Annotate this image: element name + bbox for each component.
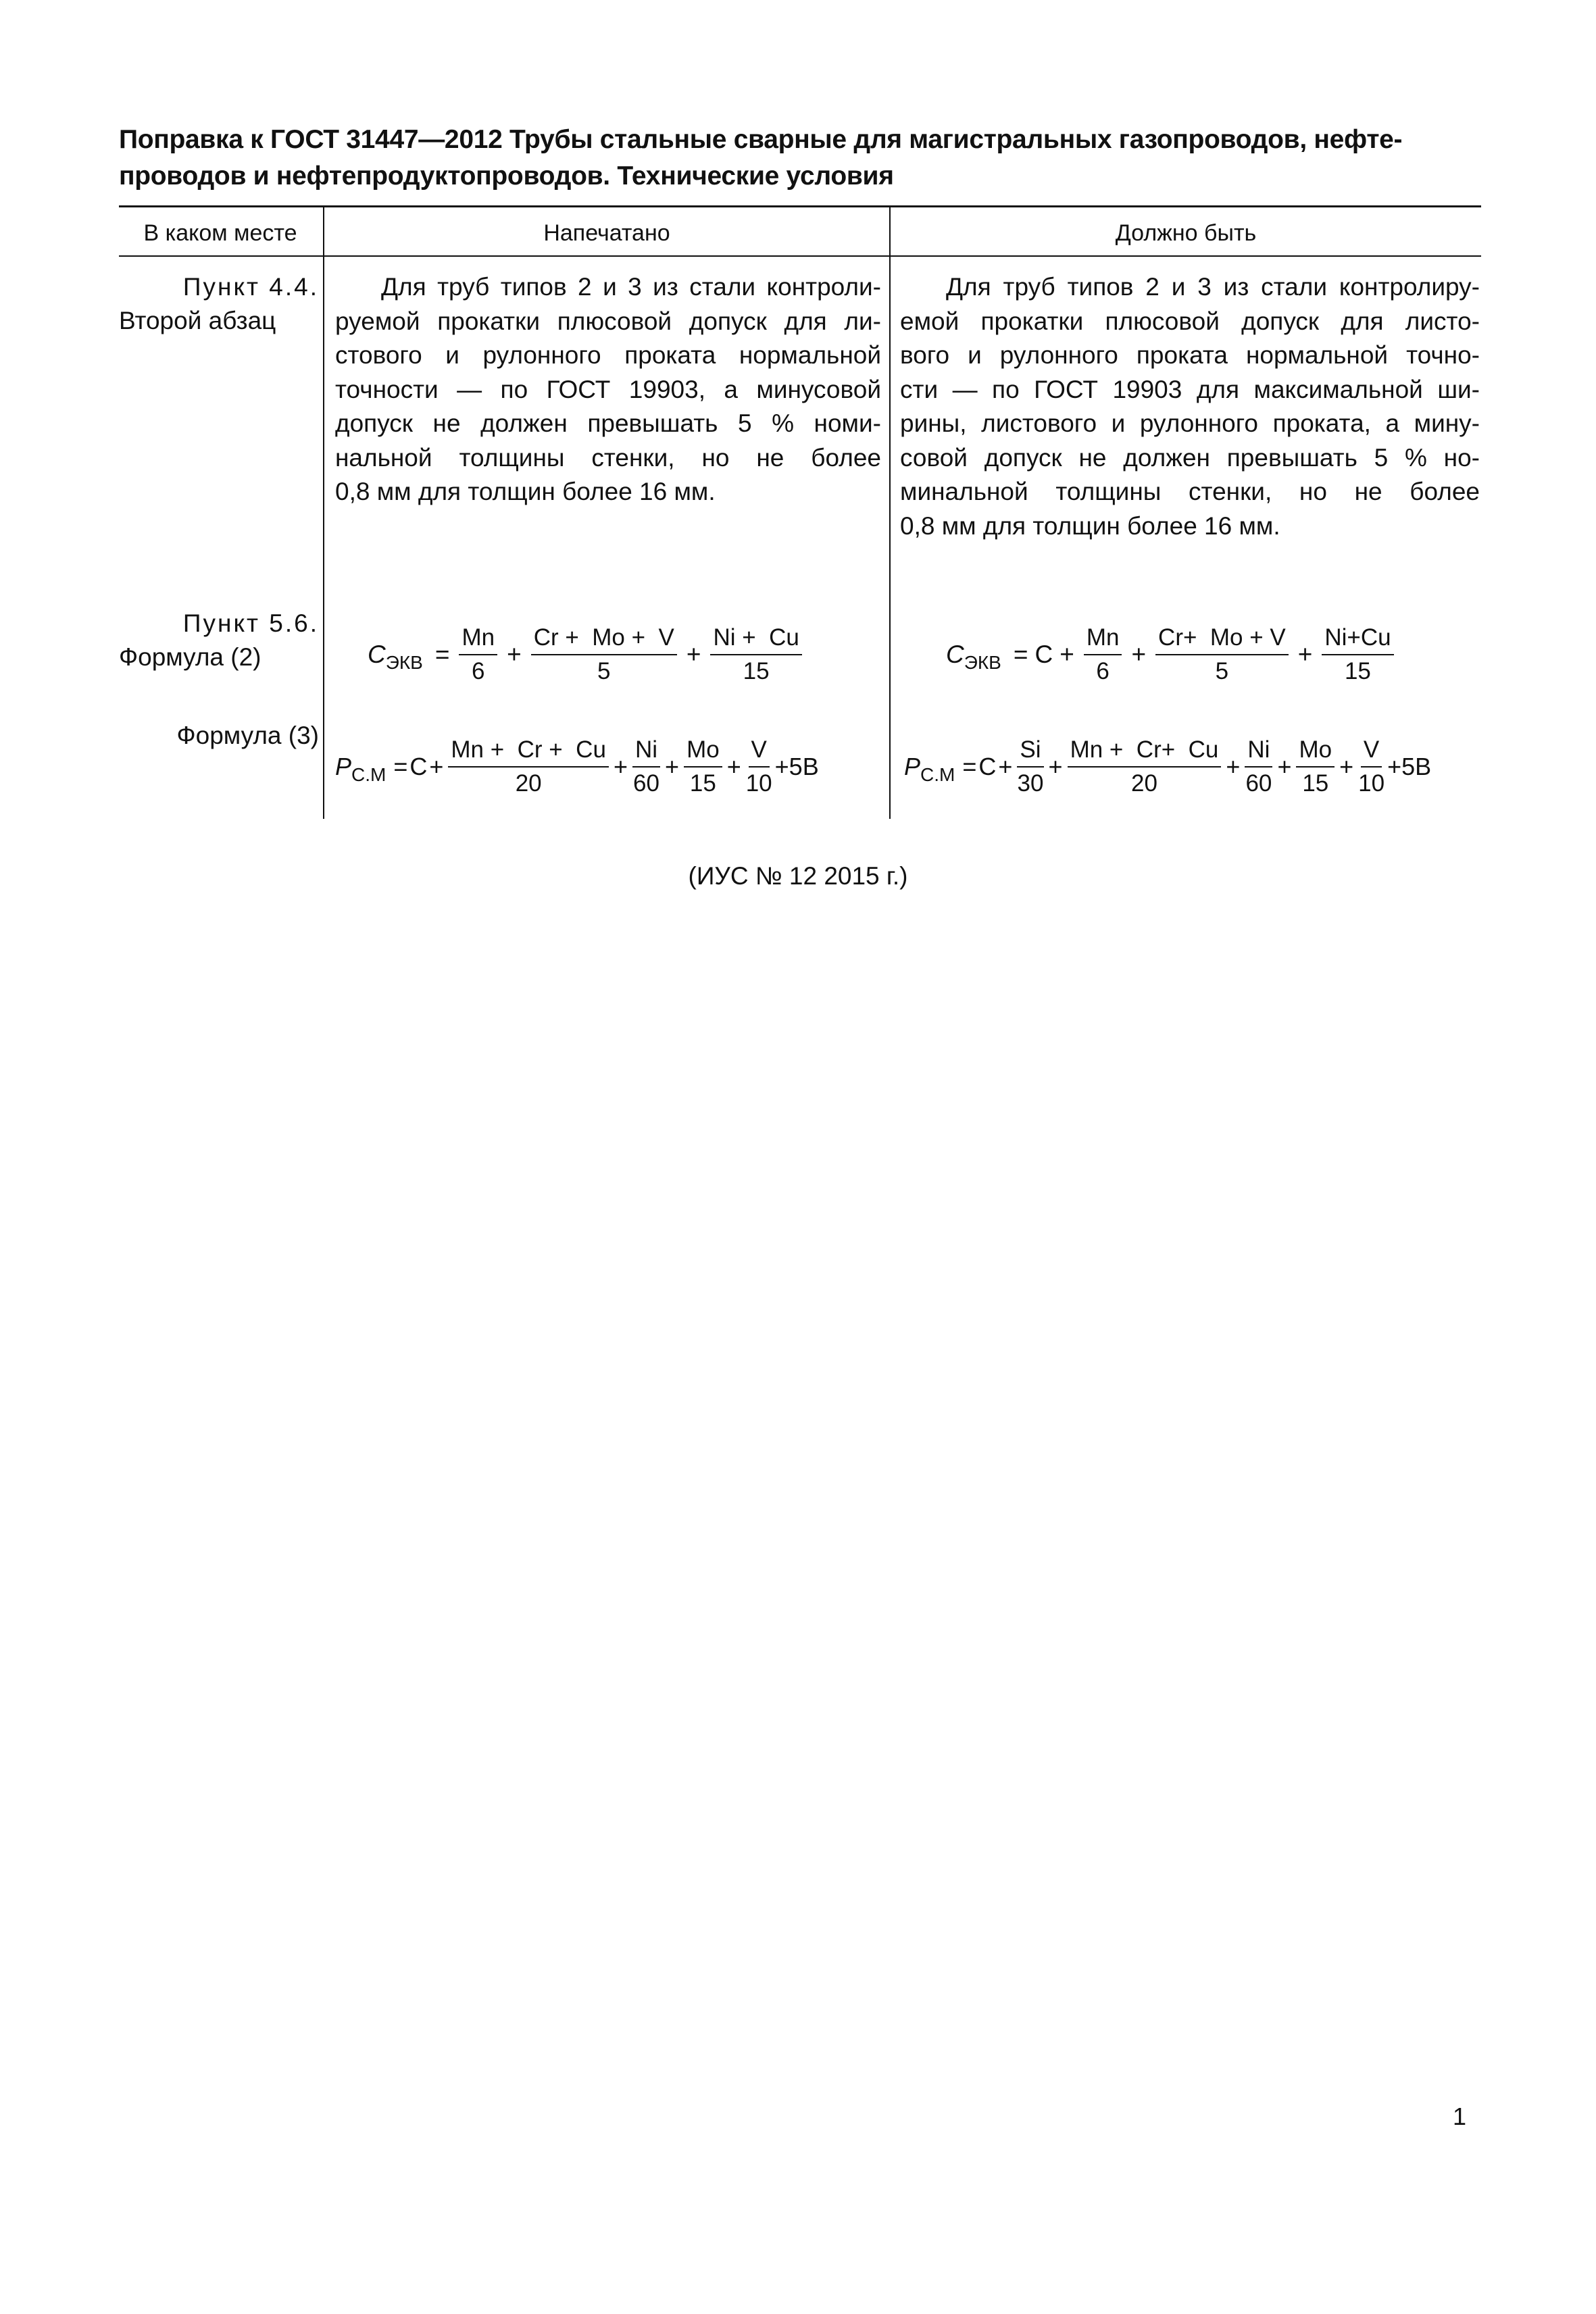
fraction <box>1017 735 1043 799</box>
numerator: Ni <box>632 735 660 768</box>
document-title <box>119 122 1481 195</box>
formula-subscript: ЭКВ <box>385 652 423 673</box>
formula-subscript: С.М <box>920 764 955 785</box>
should-be-line: рины, листового и рулонного проката, а мину- <box>900 409 1480 437</box>
numerator: V <box>1361 735 1382 768</box>
should-be-line: вого и рулонного проката нормальной точно- <box>900 341 1480 369</box>
fraction <box>710 623 801 686</box>
fraction <box>459 623 497 686</box>
row1-location <box>119 270 319 338</box>
fraction <box>1296 735 1335 799</box>
numerator: Mo <box>1296 735 1335 768</box>
numerator: Cr + Mo + V <box>531 623 677 655</box>
equals-sign: = <box>1013 640 1028 668</box>
formula-subscript: ЭКВ <box>964 652 1001 673</box>
plus-sign: + <box>1226 753 1241 780</box>
numerator: Si <box>1017 735 1043 768</box>
printed-line: точности — по ГОСТ 19903, а минусовой <box>335 375 881 403</box>
denominator: 15 <box>1302 770 1329 797</box>
denominator: 15 <box>689 770 716 797</box>
fraction <box>1245 735 1272 799</box>
fraction <box>746 735 772 799</box>
numerator: Ni+Cu <box>1322 623 1393 655</box>
fraction <box>1322 623 1393 686</box>
denominator: 6 <box>1096 658 1109 684</box>
row2-location <box>119 607 319 674</box>
boron-term: +5B <box>774 753 819 780</box>
should-be-line: совой допуск не должен превышать 5 % но- <box>900 443 1480 472</box>
numerator: Ni <box>1245 735 1272 768</box>
plus-sign: + <box>686 640 701 668</box>
fraction <box>1358 735 1385 799</box>
plus-sign: + <box>1131 640 1147 668</box>
row3-location-formula: Формула (3) <box>176 722 319 749</box>
plus-sign: + <box>1048 753 1063 780</box>
header-printed: Напечатано <box>543 220 670 246</box>
plus-sign: + <box>665 753 680 780</box>
page-number: 1 <box>1453 2103 1467 2130</box>
printed-line: нальной толщины стенки, но не более <box>335 443 881 472</box>
denominator: 30 <box>1017 770 1044 797</box>
formula-symbol: C <box>946 640 964 668</box>
row3-location <box>119 719 319 753</box>
carbon-term: C <box>409 753 428 780</box>
denominator: 20 <box>515 770 542 797</box>
denominator: 60 <box>633 770 659 797</box>
numerator: Mn + Cr + Cu <box>448 735 609 768</box>
should-be-line: емой прокатки плюсовой допуск для листо- <box>900 307 1480 335</box>
title-line-2: проводов и нефтепродуктопроводов. Технические условия <box>119 161 894 191</box>
formula-symbol: P <box>335 753 352 780</box>
should-be-line: сти — по ГОСТ 19903 для максимальной ши- <box>900 375 1480 403</box>
denominator: 15 <box>1344 658 1371 684</box>
title-line-1: Поправка к ГОСТ 31447—2012 Трубы стальные сварные для магистральных газопроводов, нефте- <box>119 125 1403 154</box>
numerator: V <box>749 735 770 768</box>
fraction <box>531 623 677 686</box>
denominator: 6 <box>472 658 485 684</box>
plus-sign: + <box>998 753 1013 780</box>
denominator: 20 <box>1130 770 1157 797</box>
denominator: 10 <box>1358 770 1385 797</box>
denominator: 10 <box>745 770 772 797</box>
row1-location-paragraph: Второй абзац <box>119 307 276 334</box>
denominator: 15 <box>743 658 770 684</box>
formula-symbol: C <box>368 640 386 668</box>
row3-printed-formula <box>335 730 819 804</box>
header-location: В каком месте <box>143 220 297 246</box>
plus-sign: + <box>1277 753 1292 780</box>
plus-sign: + <box>726 753 741 780</box>
boron-term: +5B <box>1387 753 1432 780</box>
formula-subscript: С.М <box>351 764 386 785</box>
numerator: Cr+ Mo + V <box>1155 623 1289 655</box>
source-reference: (ИУС № 12 2015 г.) <box>688 862 908 890</box>
row2-location-clause: Пункт 5.6. <box>182 609 319 637</box>
fraction <box>1084 623 1122 686</box>
fraction <box>684 735 722 799</box>
row2-should-be-formula <box>946 618 1397 692</box>
denominator: 5 <box>1215 658 1229 684</box>
fraction <box>632 735 660 799</box>
fraction <box>1068 735 1222 799</box>
printed-line: руемой прокатки плюсовой допуск для ли- <box>335 307 881 335</box>
row1-printed-text <box>335 270 881 509</box>
plus-sign: + <box>507 640 522 668</box>
numerator: Mn <box>1084 623 1122 655</box>
denominator: 60 <box>1245 770 1272 797</box>
row2-printed-formula <box>368 618 805 692</box>
carbon-term: C <box>978 753 997 780</box>
printed-line: стового и рулонного проката нормальной <box>335 341 881 369</box>
should-be-line: 0,8 мм для толщин более 16 мм. <box>900 511 1280 540</box>
column-divider-2 <box>889 205 891 819</box>
numerator: Mn <box>459 623 497 655</box>
header-should-be: Должно быть <box>1115 220 1257 246</box>
denominator: 5 <box>597 658 611 684</box>
plus-sign: + <box>613 753 628 780</box>
carbon-term: C <box>1034 640 1053 668</box>
row2-location-formula: Формула (2) <box>119 643 261 671</box>
numerator: Ni + Cu <box>710 623 801 655</box>
plus-sign: + <box>429 753 444 780</box>
equals-sign: = <box>962 753 977 780</box>
column-divider-1 <box>323 205 324 819</box>
plus-sign: + <box>1059 640 1074 668</box>
fraction <box>448 735 609 799</box>
should-be-line: минальной толщины стенки, но не более <box>900 478 1480 505</box>
numerator: Mn + Cr+ Cu <box>1068 735 1222 768</box>
equals-sign: = <box>393 753 408 780</box>
amendment-table <box>119 205 1481 819</box>
equals-sign: = <box>434 640 450 668</box>
printed-line: Для труб типов 2 и 3 из стали контроли- <box>381 273 881 301</box>
plus-sign: + <box>1297 640 1313 668</box>
fraction <box>1155 623 1289 686</box>
row1-should-be-text <box>900 270 1480 543</box>
plus-sign: + <box>1339 753 1354 780</box>
formula-symbol: P <box>904 753 921 780</box>
row3-should-be-formula <box>904 730 1431 804</box>
should-be-line: Для труб типов 2 и 3 из стали контролиру- <box>946 273 1480 301</box>
numerator: Mo <box>684 735 722 768</box>
printed-line: допуск не должен превышать 5 % номи- <box>335 409 881 437</box>
row1-location-clause: Пункт 4.4. <box>182 273 319 301</box>
printed-line: 0,8 мм для толщин более 16 мм. <box>335 478 716 505</box>
